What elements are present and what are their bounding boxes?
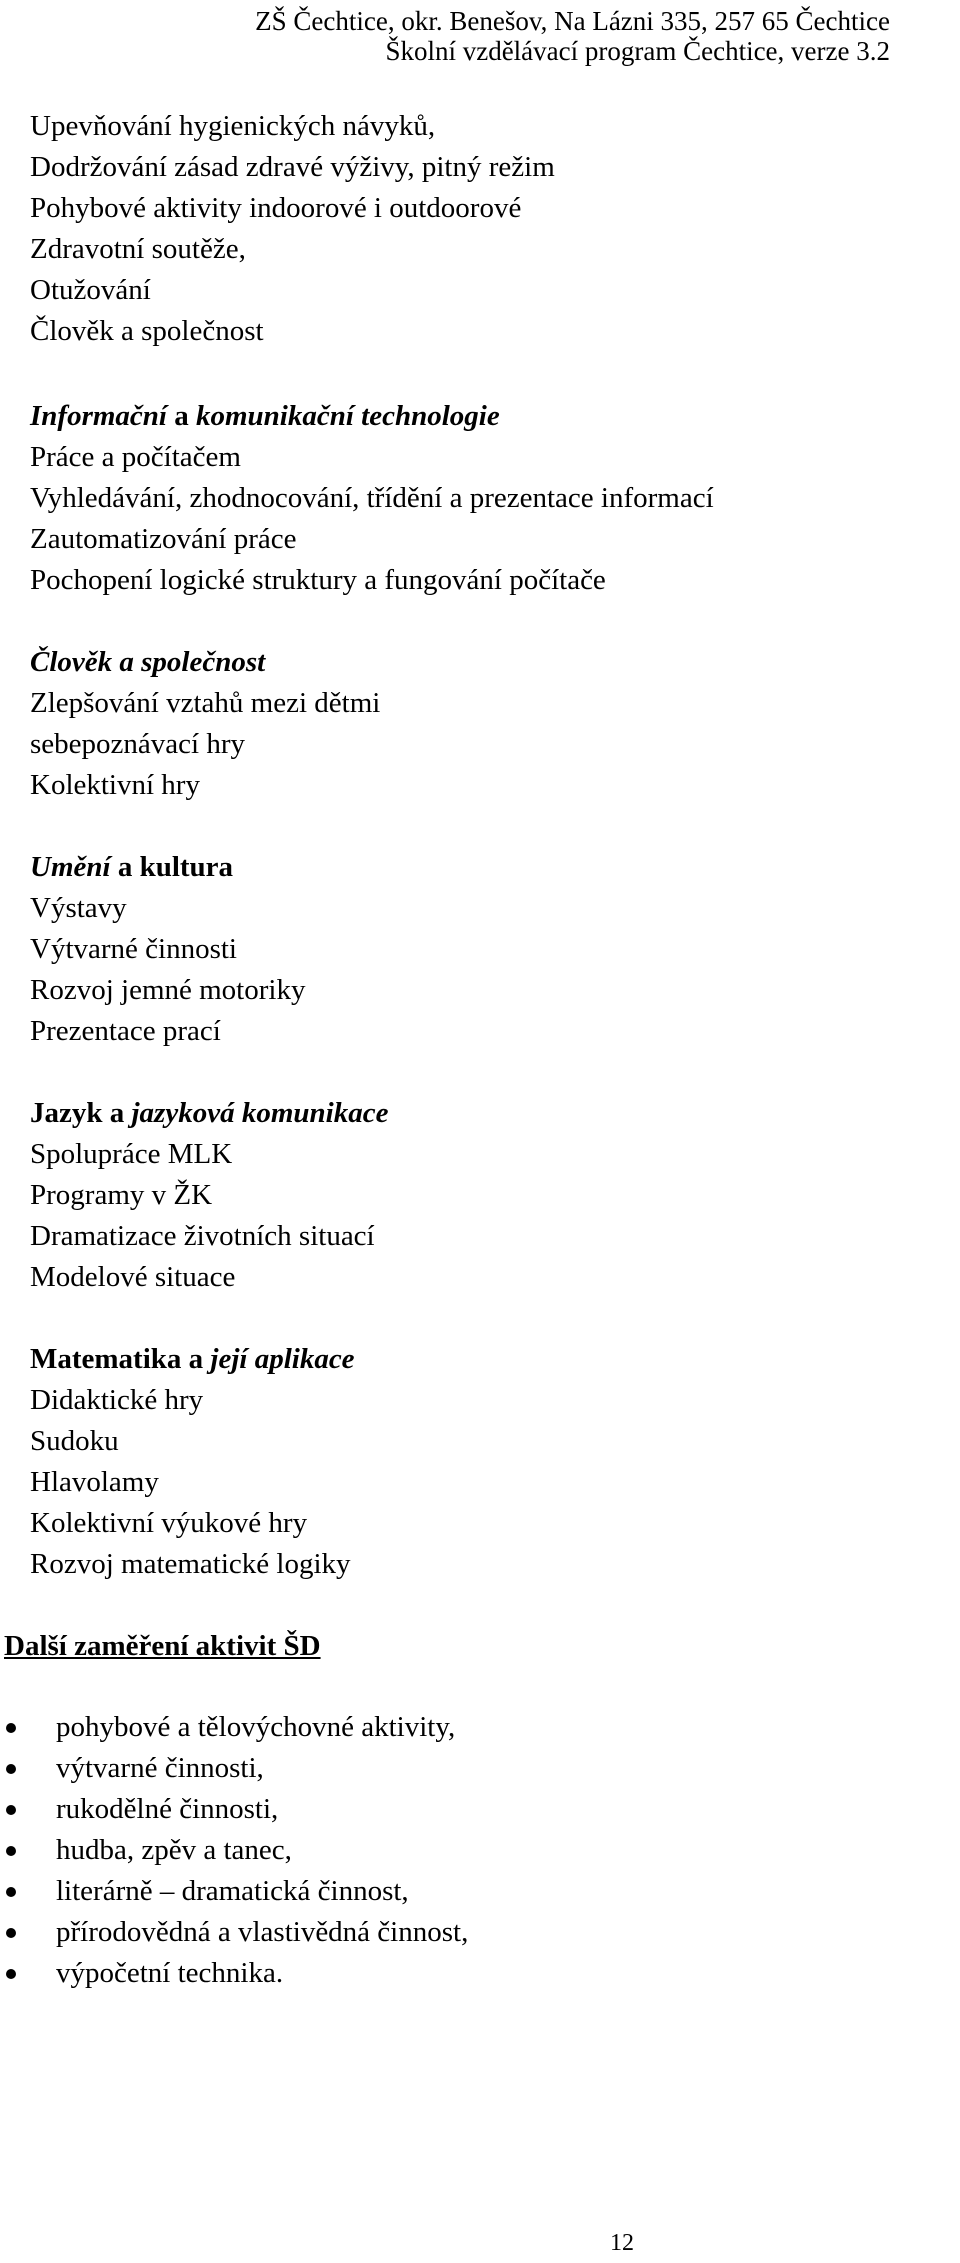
health-section <box>30 106 555 352</box>
math-section <box>30 1339 355 1585</box>
bullet-icon <box>6 1928 16 1938</box>
art-heading-part: a kultura <box>110 851 234 883</box>
list-item <box>0 1871 468 1912</box>
bullet-icon <box>6 1805 16 1815</box>
ict-heading-part: Informační <box>30 400 167 432</box>
math-item: Kolektivní výukové hry <box>30 1507 308 1539</box>
list-item <box>0 1912 468 1953</box>
page-number: 12 <box>610 2230 634 2256</box>
health-item: Dodržování zásad zdravé výživy, pitný režim <box>30 151 555 183</box>
list-item-text: výtvarné činnosti, <box>56 1752 264 1784</box>
society-item: Zlepšování vztahů mezi dětmi <box>30 687 381 719</box>
list-item <box>0 1789 468 1830</box>
art-item: Prezentace prací <box>30 1015 221 1047</box>
further-list <box>0 1707 468 1994</box>
language-heading-part: jazyková komunikace <box>131 1097 389 1129</box>
art-item: Výstavy <box>30 892 127 924</box>
society-heading: Člověk a společnost <box>30 646 266 678</box>
language-item: Dramatizace životních situací <box>30 1220 375 1252</box>
list-item <box>0 1748 468 1789</box>
health-item: Upevňování hygienických návyků, <box>30 110 436 142</box>
art-item: Výtvarné činnosti <box>30 933 237 965</box>
page-header <box>255 6 890 66</box>
list-item-text: hudba, zpěv a tanec, <box>56 1834 292 1866</box>
society-item: Kolektivní hry <box>30 769 200 801</box>
ict-heading-part: a <box>166 400 196 432</box>
math-item: Rozvoj matematické logiky <box>30 1548 351 1580</box>
language-heading-part: Jazyk a <box>30 1097 132 1129</box>
ict-heading <box>30 396 714 437</box>
language-heading <box>30 1093 388 1134</box>
bullet-icon <box>6 1764 16 1774</box>
math-item: Sudoku <box>30 1425 119 1457</box>
bullet-icon <box>6 1846 16 1856</box>
ict-item: Zautomatizování práce <box>30 523 297 555</box>
health-item: Pohybové aktivity indoorové i outdoorové <box>30 192 522 224</box>
list-item-text: pohybové a tělovýchovné aktivity, <box>56 1711 456 1743</box>
ict-item: Pochopení logické struktury a fungování počítače <box>30 564 606 596</box>
art-heading-part: Umění <box>30 851 111 883</box>
bullet-icon <box>6 1887 16 1897</box>
math-heading-part: Matematika a <box>30 1343 211 1375</box>
list-item <box>0 1830 468 1871</box>
ict-heading-part: komunikační technologie <box>195 400 500 432</box>
society-item: sebepoznávací hry <box>30 728 245 760</box>
math-heading <box>30 1339 355 1380</box>
list-item <box>0 1953 468 1994</box>
bullet-icon <box>6 1969 16 1979</box>
art-heading <box>30 847 305 888</box>
math-heading-part: její aplikace <box>210 1343 355 1375</box>
art-section <box>30 847 305 1052</box>
math-item: Hlavolamy <box>30 1466 159 1498</box>
ict-item: Práce a počítačem <box>30 441 241 473</box>
society-section <box>30 642 380 806</box>
list-item-text: přírodovědná a vlastivědná činnost, <box>56 1916 469 1948</box>
language-item: Programy v ŽK <box>30 1179 213 1211</box>
art-item: Rozvoj jemné motoriky <box>30 974 306 1006</box>
list-item-text: výpočetní technika. <box>56 1957 284 1989</box>
header-address: ZŠ Čechtice, okr. Benešov, Na Lázni 335, 257 65 Čechtice <box>255 6 890 36</box>
health-item: Zdravotní soutěže, <box>30 233 246 265</box>
math-item: Didaktické hry <box>30 1384 204 1416</box>
language-item: Modelové situace <box>30 1261 236 1293</box>
health-item: Člověk a společnost <box>30 315 264 347</box>
header-program: Školní vzdělávací program Čechtice, verze 3.2 <box>385 36 890 66</box>
language-item: Spolupráce MLK <box>30 1138 233 1170</box>
bullet-icon <box>6 1723 16 1733</box>
language-section <box>30 1093 388 1298</box>
health-item: Otužování <box>30 274 151 306</box>
list-item <box>0 1707 468 1748</box>
list-item-text: literárně – dramatická činnost, <box>56 1875 409 1907</box>
ict-section <box>30 396 714 601</box>
ict-item: Vyhledávání, zhodnocování, třídění a prezentace informací <box>30 482 714 514</box>
further-heading: Další zaměření aktivit ŠD <box>4 1630 321 1662</box>
list-item-text: rukodělné činnosti, <box>56 1793 279 1825</box>
